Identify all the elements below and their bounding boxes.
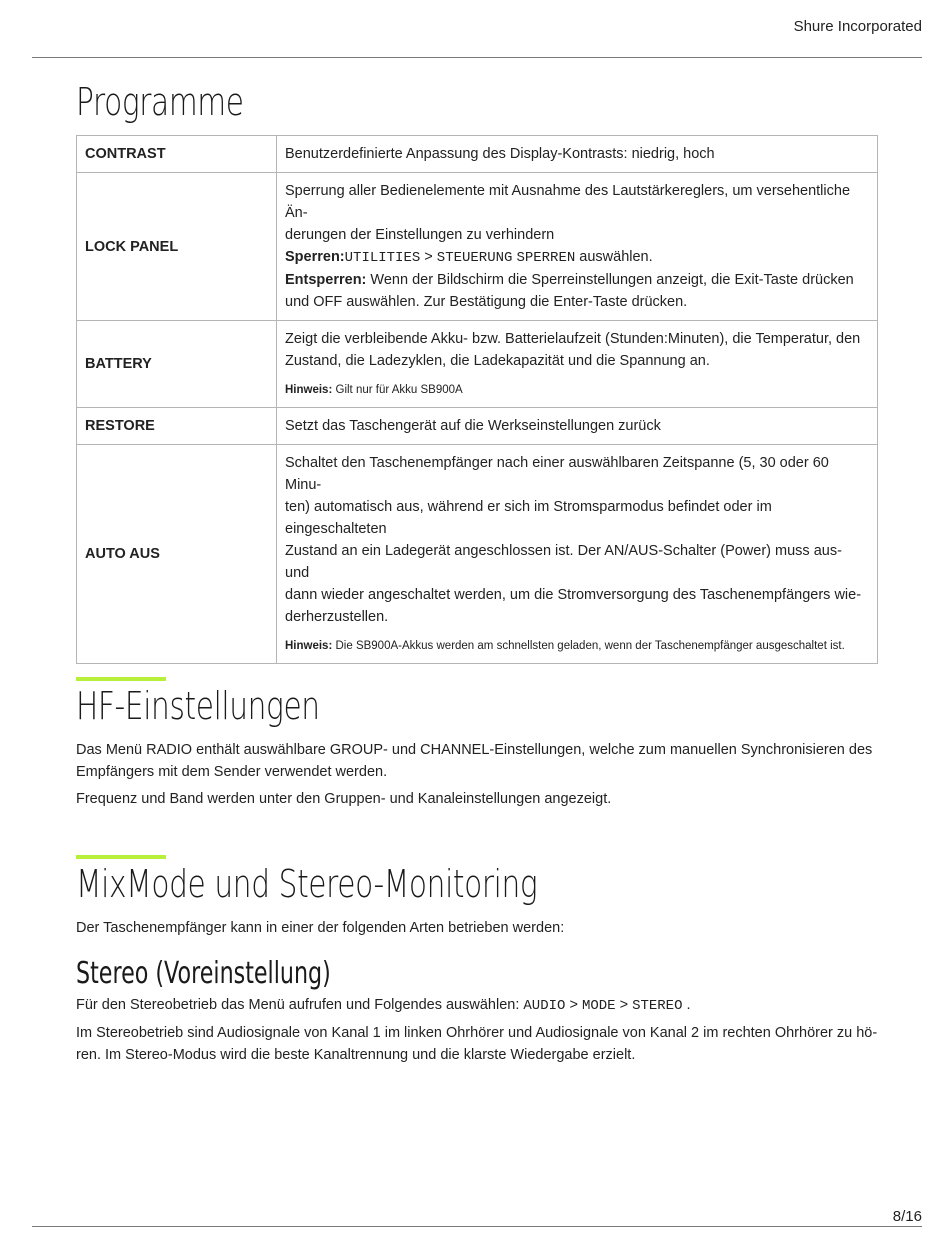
mixmode-intro: Der Taschenempfänger kann in einer der folgenden Arten betrieben werden: — [76, 920, 565, 936]
battery-line2: Zustand, die Ladezyklen, die Ladekapazität und die Spannung an. — [285, 353, 710, 369]
stereo-path-mode: MODE — [581, 998, 616, 1014]
table-row — [77, 445, 878, 664]
stereo-p1-end: . — [686, 997, 691, 1013]
section-accent-mixmode — [76, 855, 166, 859]
battery-line1: Zeigt die verbleibende Akku- bzw. Batterielaufzeit (Stunden:Minuten), die Temperatur, den — [285, 331, 861, 347]
programme-table — [76, 135, 878, 664]
table-row — [77, 408, 878, 445]
lock-desc-line2: derungen der Einstellungen zu verhindern — [285, 227, 555, 243]
stereo-p1-prefix: Für den Stereobetrieb das Menü aufrufen und Folgendes auswählen: — [76, 997, 520, 1013]
lock-path-utilities: UTILITIES — [344, 250, 421, 266]
stereo-path-stereo: STEREO — [632, 998, 683, 1014]
auto-aus-note-text: Die SB900A-Akkus werden am schnellsten geladen, wenn der Taschenempfänger ausgeschaltet ist. — [335, 640, 845, 652]
table-row — [77, 321, 878, 408]
lock-path-sep: > — [424, 249, 433, 265]
section-title-mixmode: MixMode und Stereo-Monitoring — [76, 862, 538, 906]
stereo-paragraph-1 — [76, 994, 878, 1017]
subsection-title-stereo: Stereo (Voreinstellung) — [76, 956, 331, 991]
page-number: 8/16 — [892, 1208, 922, 1225]
header-rule — [32, 57, 922, 58]
header-company: Shure Incorporated — [793, 18, 922, 35]
stereo-paragraph-2 — [76, 1022, 878, 1066]
row-value-battery — [277, 321, 878, 408]
auto-aus-line1: Schaltet den Taschenempfänger nach einer auswählbaren Zeitspanne (5, 30 oder 60 Minu- — [285, 455, 829, 493]
lock-desc-line1: Sperrung aller Bedienelemente mit Ausnahme des Lautstärkereglers, um versehentliche Än- — [285, 183, 851, 221]
lock-path-steuerung: STEUERUNG — [436, 250, 513, 266]
auto-aus-line4: dann wieder angeschaltet werden, um die Stromversorgung des Taschenempfängers wie- — [285, 587, 862, 603]
auto-aus-line3: Zustand an ein Ladegerät angeschlossen ist. Der AN/AUS-Schalter (Power) muss aus- und — [285, 543, 842, 581]
hf-p1-line1: Das Menü RADIO enthält auswählbare GROUP- und CHANNEL-Einstellungen, welche zum manuellen Synchronisieren des — [76, 742, 873, 758]
stereo-p2-line2: ren. Im Stereo-Modus wird die beste Kanaltrennung und die klarste Wiedergabe erzielt. — [76, 1047, 636, 1063]
auto-aus-note-label: Hinweis: — [285, 640, 333, 652]
stereo-path-audio: AUDIO — [523, 998, 566, 1014]
row-value-auto-aus — [277, 445, 878, 664]
lock-suffix: auswählen. — [579, 249, 653, 265]
lock-label: Sperren: — [285, 249, 345, 265]
row-key-contrast: CONTRAST — [77, 136, 277, 173]
hf-paragraph-1 — [76, 739, 878, 783]
unlock-line1: Wenn der Bildschirm die Sperreinstellungen anzeigt, die Exit-Taste drücken — [370, 272, 854, 288]
row-value-restore: Setzt das Taschengerät auf die Werkseinstellungen zurück — [277, 408, 878, 445]
section-title-programme: Programme — [76, 80, 244, 124]
row-value-contrast: Benutzerdefinierte Anpassung des Display-Kontrasts: niedrig, hoch — [277, 136, 878, 173]
unlock-label: Entsperren: — [285, 272, 367, 288]
unlock-line2: und OFF auswählen. Zur Bestätigung die Enter-Taste drücken. — [285, 294, 688, 310]
table-row — [77, 173, 878, 321]
battery-note-text: Gilt nur für Akku SB900A — [335, 384, 463, 396]
row-key-auto-aus: AUTO AUS — [77, 445, 277, 664]
row-key-restore: RESTORE — [77, 408, 277, 445]
stereo-path-sep: > — [619, 997, 629, 1013]
hf-paragraph-2: Frequenz und Band werden unter den Gruppen- und Kanaleinstellungen angezeigt. — [76, 791, 612, 807]
stereo-p2-line1: Im Stereobetrieb sind Audiosignale von Kanal 1 im linken Ohrhörer und Audiosignale von Kanal 2 im rechten Ohrhörer zu hö- — [76, 1025, 878, 1041]
auto-aus-line2: ten) automatisch aus, während er sich im Stromsparmodus befindet oder im eingeschalteten — [285, 499, 772, 537]
section-accent-hf — [76, 677, 166, 681]
row-value-lock-panel — [277, 173, 878, 321]
row-key-battery: BATTERY — [77, 321, 277, 408]
hf-p1-line2: Empfängers mit dem Sender verwendet werden. — [76, 764, 388, 780]
lock-path-sperren: SPERREN — [516, 250, 576, 266]
row-key-lock-panel: LOCK PANEL — [77, 173, 277, 321]
auto-aus-line5: derherzustellen. — [285, 609, 389, 625]
footer-rule — [32, 1226, 922, 1227]
section-title-hf: HF-Einstellungen — [76, 684, 320, 728]
battery-note-label: Hinweis: — [285, 384, 333, 396]
stereo-path-sep: > — [569, 997, 578, 1013]
table-row — [77, 136, 878, 173]
